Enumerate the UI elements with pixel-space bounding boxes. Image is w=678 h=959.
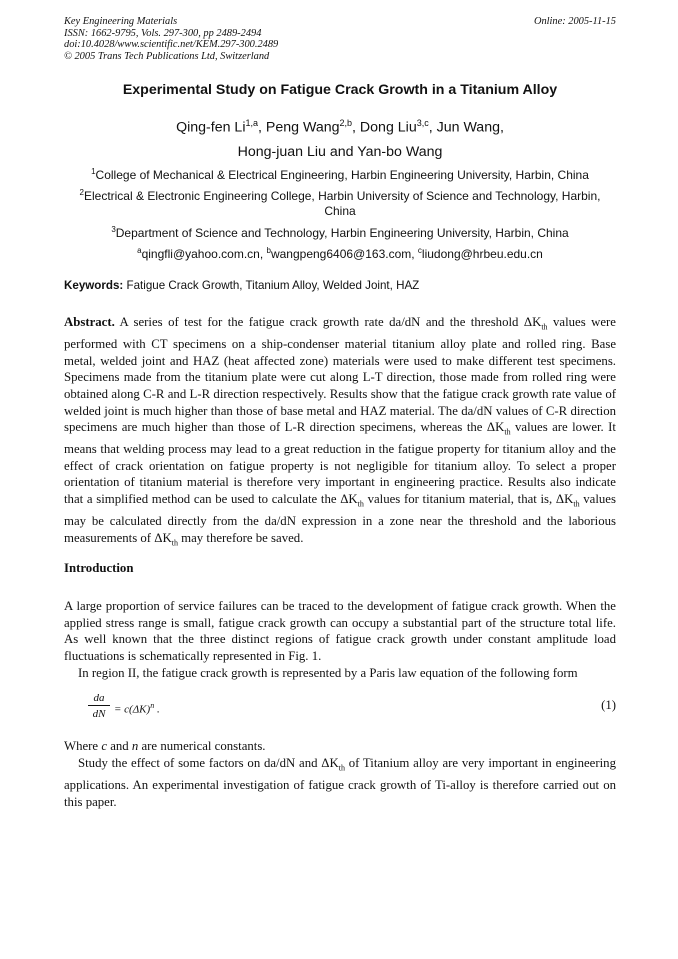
author-name: Jun Wang, — [436, 119, 504, 136]
paper-title: Experimental Study on Fatigue Crack Growth in a Titanium Alloy — [122, 82, 558, 98]
abstract-text: values may be calculated directly from the da/dN expression in a zone near the threshold and the laborious measurements of ΔK — [64, 492, 616, 545]
intro-where-line — [64, 738, 616, 755]
copyright-line: © 2005 Trans Tech Publications Ltd, Switzerland — [64, 50, 270, 62]
email-mark: c — [417, 246, 422, 255]
keywords-text: Fatigue Crack Growth, Titanium Alloy, Welded Joint, HAZ — [126, 279, 420, 292]
email-mark: b — [266, 246, 271, 255]
abstract-text: values are lower. It means that welding process may lead to a great reduction in the fatigue property for titanium alloy and the effect of crack orientation on fatigue property is not negligible for titanium alloy. To select a proper orientation of titanium material is therefore very important in engineering practice. Results also indicate that a simplified method can be used to calculate the ΔK — [64, 420, 616, 507]
intro-text: of Titanium alloy are very important in engineering applications. An experimental investigation of fatigue crack growth of Ti-alloy is therefore carried out on this paper. — [64, 756, 616, 809]
affiliation-3 — [64, 222, 616, 241]
intro-paragraph-1: A large proportion of service failures can be traced to the development of fatigue crack growth. When the applied stress range is small, fatigue crack growth can occupy a substantial part of the structure total life. As well known that the three distinct regions of fatigue crack growth under constant amplitude load fluctuations is schematically represented in Fig. 1. — [64, 599, 616, 663]
author-list — [64, 111, 616, 165]
equation-fraction — [88, 692, 110, 720]
equation-denominator: dN — [92, 708, 106, 720]
doi-line: doi:10.4028/www.scientific.net/KEM.297-300.2489 — [64, 39, 279, 51]
abstract-text: may therefore be saved. — [177, 530, 304, 545]
keywords-label: Keywords: — [64, 279, 124, 292]
email-address: wangpeng6406@163.com, — [270, 247, 418, 261]
affiliation-2 — [64, 185, 616, 219]
email-address: liudong@hrbeu.edu.cn — [421, 247, 543, 261]
subscript-th: th — [171, 538, 178, 548]
abstract-text: A series of test for the fatigue crack growth rate da/dN and the threshold ΔK — [114, 315, 542, 329]
equation-number: (1) — [601, 698, 616, 712]
affiliation-number: 3 — [111, 225, 116, 234]
journal-name: Key Engineering Materials — [64, 16, 178, 27]
abstract-text: values were performed with CT specimens on a ship-condenser material titanium alloy plate and rolled ring. Base metal, welded joint and HAZ (heat affected zone) materials were used to make different test specimens. Specimens made from the titanium plate were cut along L-T direction, those made from rolled ring were obtained along C-R and L-R direction respectively. Results show that the fatigue crack growth rate value of welded joint is much higher than those of base metal and HAZ material. The da/dN values of C-R direction specimens are much higher than those of L-R direction specimens, whereas the ΔK — [64, 315, 616, 435]
abstract-label: Abstract. — [64, 315, 115, 329]
subscript-th: th — [573, 499, 580, 509]
affiliation-number: 2 — [79, 188, 84, 197]
intro-paragraph-2: In region II, the fatigue crack growth is represented by a Paris law equation of the following form — [78, 666, 578, 680]
author-name: Qing-fen Li — [176, 119, 246, 136]
text-fragment: Where — [64, 739, 102, 753]
equation-punctuation: . — [154, 703, 160, 716]
subscript-th: th — [504, 427, 511, 437]
equation-exponent: n — [150, 701, 155, 710]
author-line-1: Qing-fen Li$^{1,a}$, Peng Wang$^{2,b}$, Dong Liu$^{3,c}$, Jun Wang, — [176, 118, 504, 136]
email-mark: a — [137, 246, 142, 255]
author-name: Dong Liu — [359, 119, 417, 136]
affiliation-number: 1 — [91, 167, 96, 176]
author-affil-mark: 2,b — [339, 118, 353, 128]
author-line-2: Hong-juan Liu and Yan-bo Wang — [237, 144, 443, 161]
affiliation-text: Department of Science and Technology, Harbin Engineering University, Harbin, China — [115, 226, 569, 240]
journal-header — [64, 16, 616, 62]
text-fragment: are numerical constants. — [138, 739, 266, 753]
author-affil-mark: 1,a — [245, 118, 258, 128]
author-affil-mark: 3,c — [416, 118, 429, 128]
affiliation-text: Electrical & Electronic Engineering College, Harbin University of Science and Technology, Harbin, China — [83, 189, 601, 218]
author-name: Peng Wang — [265, 119, 340, 136]
intro-text: Study the effect of some factors on da/dN and ΔK — [78, 756, 339, 770]
abstract-text: values for titanium material, that is, ΔK — [363, 492, 574, 507]
keywords — [64, 279, 616, 292]
abstract — [64, 314, 616, 552]
affiliation-1 — [64, 164, 616, 183]
subscript-th: th — [338, 763, 345, 773]
equation-numerator: da — [88, 692, 110, 706]
variable-n: n — [131, 739, 139, 753]
issn-line: ISSN: 1662-9795, Vols. 297-300, pp 2489-2494 — [64, 27, 262, 39]
section-heading-introduction: Introduction — [64, 561, 134, 575]
email-list — [64, 243, 616, 262]
email-address: qingfli@yahoo.com.cn, — [141, 247, 267, 261]
subscript-th: th — [541, 322, 548, 332]
affiliation-text: College of Mechanical & Electrical Engineering, Harbin Engineering University, Harbin, China — [95, 168, 589, 182]
paris-law-equation — [88, 692, 616, 728]
online-date: Online: 2005-11-15 — [533, 16, 616, 27]
subscript-th: th — [357, 499, 364, 509]
intro-paragraph-3 — [64, 755, 616, 810]
text-fragment: and — [107, 739, 132, 753]
equation-expression: = c(ΔK) — [114, 703, 151, 716]
variable-c: c — [101, 739, 107, 753]
equation-rhs — [114, 701, 160, 716]
